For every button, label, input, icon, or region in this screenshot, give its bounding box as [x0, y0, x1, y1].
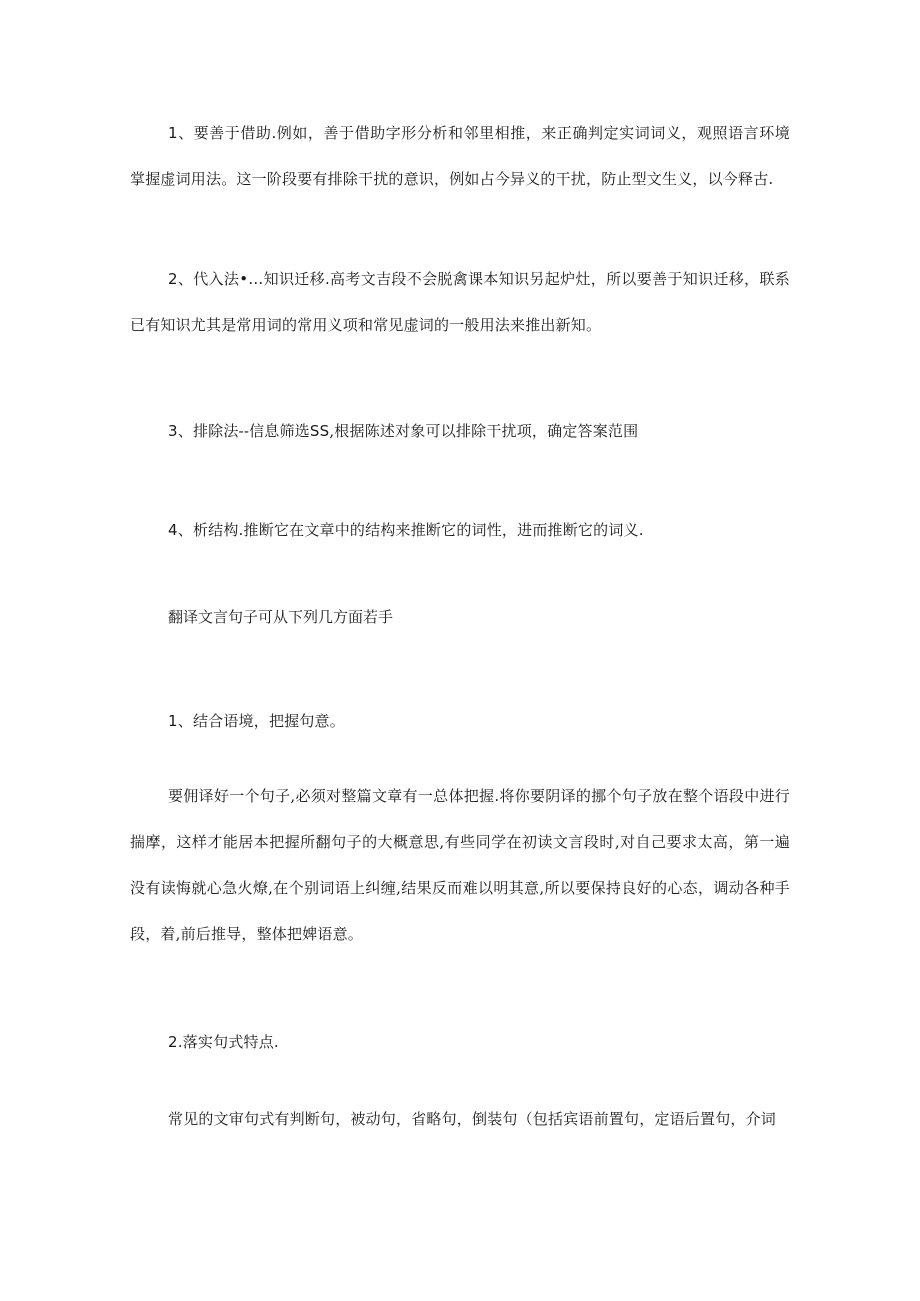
paragraph-text: 、排除法--信息筛选 — [177, 422, 310, 440]
paragraph-number: 3 — [168, 422, 178, 440]
section-heading: 翻译文言句子可从下列几方面若手 — [168, 608, 394, 626]
paragraph-number: 1 — [168, 712, 178, 730]
paragraph-2 — [130, 256, 790, 348]
paragraph-text: 、要善于借助.例如，善于借助字形分析和邻里相推，来正确判定实词词义，观照语言环境掌握虚词用法。这一阶段要有排除干扰的意识，例如占今异义的干扰，防止型文生义，以今释古. — [130, 124, 790, 188]
paragraph-number: 1 — [168, 124, 178, 142]
paragraph-7 — [130, 1019, 790, 1065]
paragraph-3 — [130, 408, 790, 454]
paragraph-4 — [130, 507, 790, 553]
paragraph-number: 2 — [168, 270, 178, 288]
paragraph-text: 、结合语境，把握句意。 — [177, 712, 345, 730]
paragraph-text: ,根据陈述对象可以排除干扰项，确定答案范围 — [329, 422, 639, 440]
paragraph-text: 要佣译好一个句子,必须对整篇文章有一总体把握.将你要阴译的挪个句子放在整个语段中进行揣摩，这样才能居本把握所翻句子的大概意思,有些同学在初读文言段时,对自己要求太高，第一遍没有读悔就心急火燎,在个别词语上纠缠,结果反而难以明其意,所以要保持良好的心态，调动各种手段，着,前后推导，整体把婢语意。 — [130, 787, 790, 943]
paragraph-text: 常见的文审句式有判断句，被动句，省略句，倒装句（包括宾语前置句，定语后置句，介词 — [168, 1110, 777, 1128]
paragraph-5 — [130, 698, 790, 744]
paragraph-number: 2 — [168, 1033, 178, 1051]
paragraph-6 — [130, 773, 790, 957]
paragraph-number: 4 — [168, 521, 178, 539]
paragraph-text: 、代入法•…知识迁移.高考文吉段不会脱禽课本知识另起炉灶，所以要善于知识迁移，联系已有知识尤其是常用词的常用义项和常见虚词的一般用法来推出新知。 — [130, 270, 790, 334]
paragraph-text: 、析结构.推断它在文章中的结构来推断它的词性，进而推断它的词义. — [177, 521, 644, 539]
paragraph-1 — [130, 110, 790, 202]
paragraph-text: .落实句式特点. — [177, 1033, 279, 1051]
paragraph-8 — [130, 1096, 790, 1142]
paragraph-text-latin: SS — [309, 422, 330, 440]
